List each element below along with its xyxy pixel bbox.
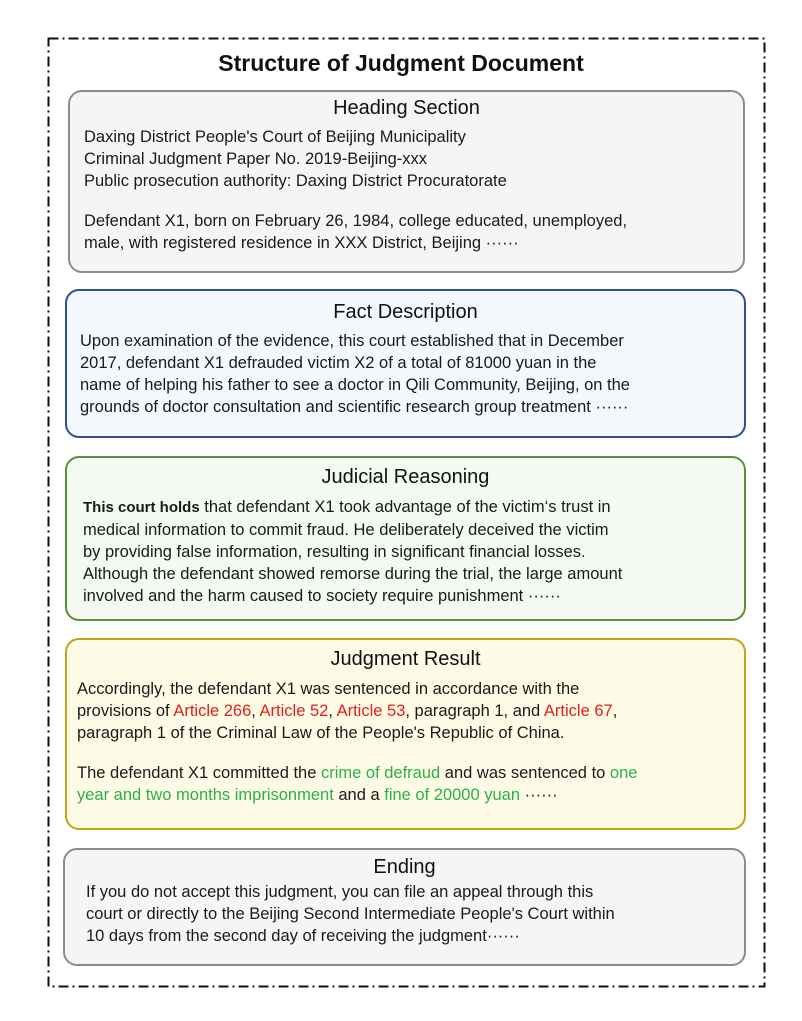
judgment-paper-no: Criminal Judgment Paper No. 2019-Beijing-xxx [84, 150, 427, 168]
ending-line-2: court or directly to the Beijing Second Intermediate People's Court within [86, 905, 615, 923]
defendant-info-line2: male, with registered residence in XXX District, Beijing ······ [84, 234, 519, 252]
separator-1: , [251, 702, 260, 720]
defendant-info-line1: Defendant X1, born on February 26, 1984, college educated, unemployed, [84, 212, 628, 230]
heading-section-box [68, 90, 745, 273]
article-67: Article 67 [543, 702, 613, 720]
judicial-reasoning-box [65, 456, 746, 621]
fact-line-2: 2017, defendant X1 defrauded victim X2 of a total of 81000 yuan in the [80, 354, 597, 372]
result-line-2 [77, 700, 744, 722]
prosecution-authority: Public prosecution authority: Daxing District Procuratorate [84, 172, 507, 190]
fact-description-body [80, 330, 744, 418]
reasoning-line-4: Although the defendant showed remorse during the trial, the large amount [83, 565, 623, 583]
result-line-1: Accordingly, the defendant X1 was sentenced in accordance with the [77, 680, 580, 698]
sentence-part-2: year and two months imprisonment [77, 786, 334, 804]
diagram-title: Structure of Judgment Document [218, 50, 584, 76]
result-ellipsis: ······ [520, 786, 558, 804]
court-name: Daxing District People's Court of Beijing Municipality [84, 128, 466, 146]
judicial-reasoning-body [83, 496, 744, 607]
ending-line-3: 10 days from the second day of receiving the judgment······ [86, 927, 520, 945]
fact-line-4: grounds of doctor consultation and scientific research group treatment ······ [80, 398, 629, 416]
fact-line-3: name of helping his father to see a doctor in Qili Community, Beijing, on the [80, 376, 630, 394]
heading-section-body [84, 126, 743, 254]
judgment-result-title: Judgment Result [330, 648, 481, 670]
sentence-part-1: one [609, 764, 638, 782]
fact-description-title: Fact Description [333, 301, 478, 323]
reasoning-line-3: by providing false information, resulting in significant financial losses. [83, 543, 586, 561]
fine-amount: fine of 20000 yuan [384, 786, 521, 804]
ending-body [86, 881, 744, 947]
article-266: Article 266 [173, 702, 252, 720]
reasoning-line-2: medical information to commit fraud. He deliberately deceived the victim [83, 521, 609, 539]
ending-box [63, 848, 746, 966]
judgment-result-body [77, 678, 744, 806]
result-line-3: paragraph 1 of the Criminal Law of the People's Republic of China. [77, 724, 565, 742]
provisions-text: provisions of [77, 702, 174, 720]
reasoning-line-5: involved and the harm caused to society require punishment ······ [83, 587, 561, 605]
court-holds-lead: This court holds [83, 499, 200, 516]
paragraph-1-and: , paragraph 1, and [405, 702, 544, 720]
separator-2: , [328, 702, 337, 720]
sentenced-to-text: and was sentenced to [440, 764, 610, 782]
ending-title: Ending [373, 856, 436, 878]
judgment-result-box [65, 638, 746, 830]
result-line-5 [77, 784, 744, 806]
fact-description-box [65, 289, 746, 438]
crime-name: crime of defraud [320, 764, 441, 782]
reasoning-line-1 [83, 496, 744, 519]
result-line-4 [77, 762, 744, 784]
ending-line-1: If you do not accept this judgment, you can file an appeal through this [86, 883, 594, 901]
committed-text: The defendant X1 committed the [77, 764, 321, 782]
article-53: Article 53 [336, 702, 406, 720]
reasoning-line-1-rest: that defendant X1 took advantage of the victim‘s trust in [199, 498, 611, 516]
line-2-end: , [612, 702, 618, 720]
heading-section-title: Heading Section [333, 97, 480, 119]
fact-line-1: Upon examination of the evidence, this court established that in December [80, 332, 624, 350]
and-a-text: and a [333, 786, 385, 804]
article-52: Article 52 [259, 702, 329, 720]
judicial-reasoning-title: Judicial Reasoning [321, 466, 490, 488]
